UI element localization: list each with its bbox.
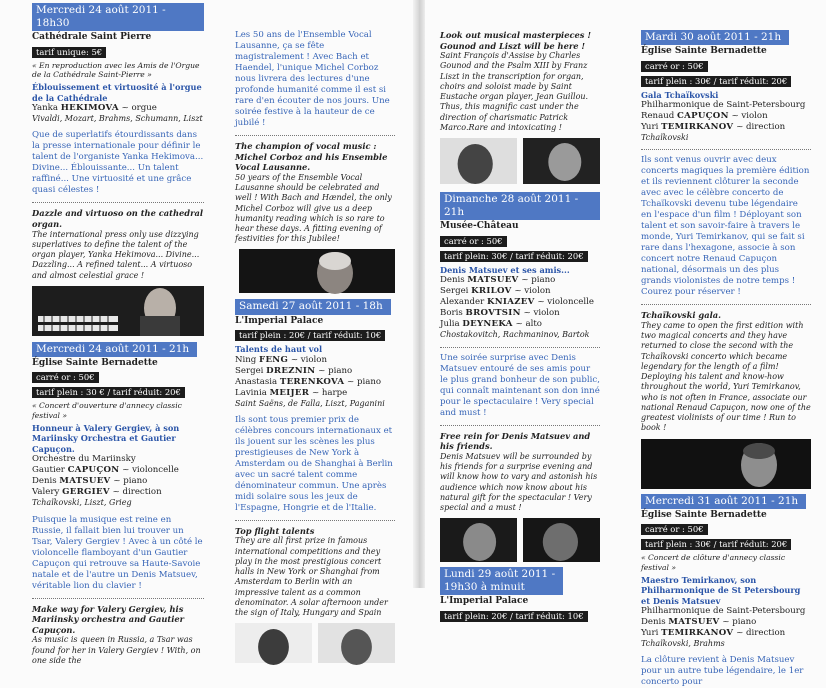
- performer-photo: [440, 518, 517, 562]
- divider: [235, 520, 395, 521]
- description-fr: Puisque la musique est reine en Russie, il fallait bien lui trouver un Tsar, Valery Gergiev ! Avec à un côté le violoncelle flamboyant d'un Gautier Capuçon qui retrouve sa Haute-Savoie natale et de l'autre un Denis Matsuev, véritable lion du clavier !: [32, 514, 203, 591]
- conductor-photo: [641, 439, 811, 489]
- performer: Yuri TEMIRKANOV ~ direction: [641, 122, 786, 133]
- composers: Tchaïkovski: [641, 133, 689, 143]
- description-en-title: Tchaïkovski gala.: [641, 310, 721, 321]
- performer-photo: [440, 138, 517, 184]
- composers: Tchaïkovski, Brahms: [641, 639, 725, 649]
- event-venue: Église Sainte Bernadette: [32, 357, 158, 368]
- performer: Julia DEYNEKA ~ alto: [440, 319, 542, 330]
- conductor-photo: [239, 249, 395, 293]
- column-1: [32, 0, 204, 665]
- performer-photo: [523, 138, 600, 184]
- performer: Lavinia MEIJER ~ harpe: [235, 387, 348, 398]
- tariff-badge: tarif plein : 30€ / tarif réduit: 20€: [641, 539, 791, 550]
- event-date: Lundi 29 août 2011 - 19h30 à minuit: [440, 567, 563, 595]
- description-en: The international press only use dizzying superlatives to define the talent of the organ player, Yanka Hekimova... Divine... Dazzling... A refined talent... A virtuoso and almost celestial grace !: [32, 229, 200, 280]
- tariff-badge: carré or : 50€: [641, 61, 708, 72]
- page-fold: [413, 0, 425, 588]
- performer: Denis MATSUEV ~ piano: [440, 275, 556, 286]
- event-venue: Église Sainte Bernadette: [641, 46, 767, 57]
- event-note: « En reproduction avec les Amis de l'Orgue de la Cathédrale Saint-Pierre »: [32, 60, 200, 80]
- ensemble: Philharmonique de Saint-Petersbourg: [641, 100, 806, 111]
- event-24-aug-21h: [32, 342, 204, 509]
- performer: Ning FENG ~ violon: [235, 354, 327, 365]
- divider: [641, 304, 811, 305]
- divider: [32, 202, 204, 203]
- performer: Denis MATSUEV ~ piano: [32, 476, 148, 487]
- event-date: Mercredi 24 août 2011 - 18h30: [32, 3, 204, 31]
- program-title: Éblouissement et virtuosité à l'orgue de la Cathédrale: [32, 82, 202, 103]
- event-28-aug: [440, 192, 600, 341]
- description-en: 50 years of the Ensemble Vocal Lausanne should be celebrated and well ! With Bach and Hændel, the only Michel Corboz will give us a deep humanity reading which is so rare to hear these days. A fitting evening of festivities for this Jubilee!: [235, 172, 392, 244]
- tariff-badge: carré or : 50€: [32, 372, 99, 383]
- performers-photos: [440, 138, 600, 184]
- event-venue: L'Imperial Palace: [235, 315, 324, 326]
- performer: Sergei DREZNIN ~ piano: [235, 365, 353, 376]
- organ-photo: [32, 286, 204, 336]
- event-venue: L'Imperial Palace: [440, 596, 529, 607]
- divider: [32, 598, 204, 599]
- description-en-title: Dazzle and virtuoso on the cathedral organ.: [32, 208, 204, 230]
- program-title: Gala Tchaïkovski: [641, 89, 719, 100]
- description-fr: Ils sont tous premier prix de célèbres concours internationaux et ils jouent sur les scènes les plus prestigieuses de New York à Amsterdam ou de Shanghai à Berlin avec un sacré talent comme dénominateur commun. Une après midi solaire sous les jeux de l'Espagne, Hongrie et de l'Italie.: [235, 414, 393, 513]
- tariff-badge: carré or : 50€: [440, 236, 507, 247]
- composers: Chostakovitch, Rachmaninov, Bartok: [440, 330, 590, 340]
- tariff-badge: carré or : 50€: [641, 524, 708, 535]
- performer: Boris BROVTSIN ~ violon: [440, 308, 560, 319]
- performer: Yuri TEMIRKANOV ~ direction: [641, 628, 786, 639]
- tariff-badge: tarif plein: 30€ / tarif réduit: 20€: [440, 251, 588, 262]
- event-date: Samedi 27 août 2011 - 18h: [235, 299, 391, 314]
- ensemble: Orchestre du Mariinsky: [32, 454, 136, 465]
- performer-photo: [523, 518, 600, 562]
- event-venue: Musée-Château: [440, 221, 519, 232]
- divider: [641, 149, 811, 150]
- tariff-badge: tarif plein: 20€ / tarif réduit: 10€: [440, 611, 588, 622]
- performers-photos: [235, 623, 395, 663]
- event-date: Dimanche 28 août 2011 - 21h: [440, 192, 600, 220]
- performer-photo: [235, 623, 312, 663]
- column-3: [440, 0, 600, 621]
- description-en: As music is queen in Russia, a Tsar was found for her in Valery Gergiev ! With, on one side the: [32, 635, 201, 665]
- description-en: Denis Matsuev will be surrounded by his friends for a surprise evening and will know how to vary and astonish his audience which now know about his natural gift for the spectacular ! Very special and a must !: [440, 451, 598, 512]
- performers-photos: [440, 518, 600, 562]
- performer-photo: [318, 623, 395, 663]
- description-en: They are all first prize in famous international competitions and they play in the most prestigious concert halls in New York or Shanghai from Amsterdam to Berlin with an impressive talent as a common denominator. A solar afternoon under the sign of Italy, Hungary and Spain: [235, 536, 388, 618]
- description-fr: Les 50 ans de l'Ensemble Vocal Lausanne, ça se fête magistralement ! Avec Bach et Haendel, l'unique Michel Corboz nous livrera des lectures d'une profonde humanité comme il est si rare d'en écouter de nos jours. Une soirée festive à la hauteur de ce jubilé !: [235, 30, 390, 128]
- column-2: [235, 0, 395, 618]
- description-fr: La clôture revient à Denis Matsuev pour un autre tube légendaire, le 1er concerto pour: [641, 655, 804, 688]
- description-en-title: Make way for Valery Gergiev, his Mariinsky orchestra and Gautier Capuçon.: [32, 603, 185, 635]
- description-fr: Que de superlatifs étourdissants dans la presse internationale pour définir le talent de l'organiste Yanka Hekimova... Divine... Éblouissante... Un talent raffiné... Une virtuosité et une grâce quasi célestes !: [32, 130, 204, 196]
- performer: Alexander KNIAZEV ~ violoncelle: [440, 297, 594, 308]
- tariff-badge: tarif plein : 20€ / tarif réduit: 10€: [235, 330, 385, 341]
- ensemble: Philharmonique de Saint-Petersbourg: [641, 606, 806, 617]
- performer: Gautier CAPUÇON ~ violoncelle: [32, 465, 179, 476]
- program-title: Talents de haut vol: [235, 344, 323, 355]
- event-venue: Cathédrale Saint Pierre: [32, 32, 152, 43]
- event-27-aug: [235, 299, 395, 408]
- performer: Valery GERGIEV ~ direction: [32, 487, 162, 498]
- performer: Sergei KRILOV ~ violon: [440, 286, 551, 297]
- program-title: Maestro Temirkanov, son Philharmonique de St Petersbourg et Denis Matsuev: [641, 574, 801, 606]
- event-30-aug: [641, 30, 811, 143]
- tariff-badge: tarif unique: 5€: [32, 47, 106, 58]
- divider: [235, 135, 395, 136]
- event-31-aug: [641, 494, 811, 650]
- performer: Denis MATSUEV ~ piano: [641, 617, 757, 628]
- description-en-title: Free rein for Denis Matsuev and his friends.: [440, 430, 591, 452]
- column-4: [641, 0, 811, 688]
- composers: Tchaïkovski, Liszt, Grieg: [32, 498, 132, 508]
- description-en: Saint François d'Assise by Charles Gounod and the Psalm XIII by Franz Liszt in the transcription for organ, choirs and soloist made by Saint Eustache organ player, Jean Guillou. Thus, this magnific cast under the direction of charismatic Patrick Marco.Rare and intoxicating !: [440, 51, 589, 132]
- event-date: Mercredi 31 août 2011 - 21h: [641, 494, 806, 509]
- program-title: Honneur à Valery Gergiev, à son Mariinsky Orchestra et Gautier Capuçon.: [32, 422, 180, 454]
- event-venue: Église Sainte Bernadette: [641, 509, 767, 520]
- divider: [440, 347, 600, 348]
- event-note: « Concert d'ouverture d'annecy classic festival »: [32, 401, 182, 421]
- event-note: « Concert de clôture d'annecy classic festival »: [641, 553, 786, 572]
- performer: Anastasia TERENKOVA ~ piano: [235, 376, 382, 387]
- description-fr: Une soirée surprise avec Denis Matsuev entouré de ses amis pour le plus grand bonheur de son public, qui connaît maintenant son don inné pour le spectaculaire ! Very special and must !: [440, 352, 600, 418]
- description-en: They came to open the first edition with two magical concerts and they have returned to close the second with the Tchaïkovski concerto which became legendary for the length of a film! Deploying his talent and know-how throughout the world, Yuri Temirkanov, who is not often in France, associate our national Renaud Capuçon, now one of the greatest violinists of our time ! Run to book !: [641, 320, 811, 433]
- event-date: Mardi 30 août 2011 - 21h: [641, 30, 789, 45]
- description-en-title: The champion of vocal music : Michel Corboz and his Ensemble Vocal Lausanne.: [235, 141, 388, 173]
- event-29-aug: [440, 567, 600, 623]
- event-date: Mercredi 24 août 2011 - 21h: [32, 342, 197, 357]
- description-en-title: Top flight talents: [235, 525, 315, 536]
- divider: [440, 425, 600, 426]
- tariff-badge: tarif plein : 30 € / tarif réduit: 20€: [32, 387, 185, 398]
- composers: Saint Saëns, de Falla, Liszt, Paganini: [235, 398, 385, 408]
- tariff-badge: tarif plein : 30€ / tarif réduit: 20€: [641, 76, 791, 87]
- event-24-aug-1830: [32, 3, 204, 124]
- program-title: Denis Matsuev et ses amis...: [440, 264, 570, 275]
- performer: Renaud CAPUÇON ~ violon: [641, 111, 768, 122]
- composers: Vivaldi, Mozart, Brahms, Schumann, Liszt: [32, 114, 203, 124]
- description-en-title: Look out musical masterpieces ! Gounod and Liszt will be here !: [440, 30, 592, 51]
- performer: Yanka HEKIMOVA ~ orgue: [32, 103, 157, 114]
- description-fr: Ils sont venus ouvrir avec deux concerts magiques la première édition et ils reviennent clôturer la seconde avec avec le célèbre concerto de Tchaïkovski devenu tube légendaire en l'espace d'un film ! Déployant son talent et son savoir-faire à travers le monde, Yuri Temirkanov, qui se fait si rare dans l'hexagone, associe à son concert notre Renaud Capuçon national, désormais un des plus grands violonistes de notre temps ! Courez pour réserver !: [641, 155, 810, 298]
